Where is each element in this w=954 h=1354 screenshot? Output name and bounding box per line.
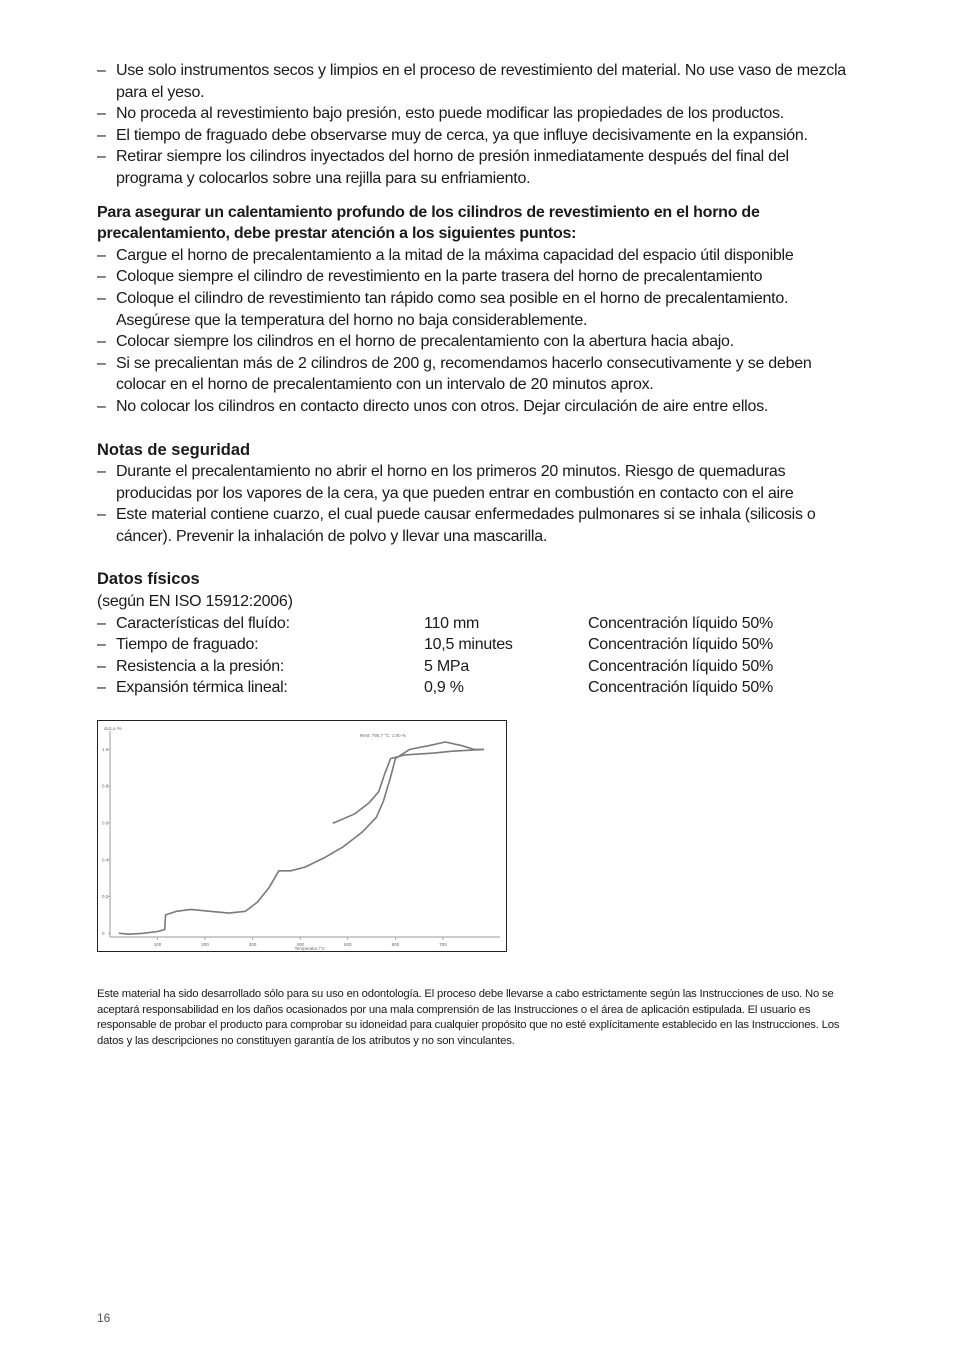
list-item: – Retirar siempre los cilindros inyectados del horno de presión inmediatamente después del final del programa y colocarlos sobre una rejilla para su enfriamiento.: [97, 148, 789, 187]
physical-table: [97, 613, 857, 699]
property-condition: Concentración líquido 50%: [588, 614, 773, 632]
dash-marker: –: [97, 657, 106, 675]
page-number: 16: [97, 1311, 111, 1325]
property-label: Tiempo de fraguado:: [116, 636, 259, 654]
x-tick-label: 400: [296, 942, 305, 947]
property-label: Expansión térmica lineal:: [116, 679, 288, 697]
x-tick-label: 200: [201, 942, 209, 947]
physical-standard: (según EN ISO 15912:2006): [97, 593, 293, 611]
dash-marker: –: [97, 105, 106, 123]
page-body: [97, 60, 857, 699]
property-value: 10,5 minutes: [424, 636, 513, 654]
property-condition: Concentración líquido 50%: [588, 657, 773, 675]
property-condition: Concentración líquido 50%: [588, 679, 773, 697]
chart-svg: [98, 721, 506, 951]
y-tick-label: 0.8: [102, 783, 109, 789]
list-item: – Si se precalientan más de 2 cilindros de 200 g, recomendamos hacerlo consecutivamente y se deben colocar en el horno de precalentamiento con un intervalo de 20 minutos aprox.: [97, 354, 812, 394]
dash-marker: –: [97, 463, 106, 481]
dash-marker: –: [97, 333, 106, 351]
safety-heading: Notas de seguridad: [97, 440, 251, 459]
table-row: [97, 677, 857, 699]
list-item: – Durante el precalentamiento no abrir el horno en los primeros 20 minutos. Riesgo de quemaduras producidas por los vapores de la cera, ya que pueden entrar en combustión en contacto con el aire: [97, 463, 794, 502]
list-item: – Coloque siempre el cilindro de revestimiento en la parte trasera del horno de precalentamiento: [97, 266, 857, 288]
list-item: – Coloque el cilindro de revestimiento tan rápido como sea posible en el horno de precalentamiento. Asegúrese que la temperatura del horno no baja considerablemente.: [97, 289, 789, 329]
dash-marker: –: [97, 506, 106, 524]
table-row: [97, 634, 857, 656]
y-tick-label: 0.2: [102, 894, 109, 900]
dash-marker: –: [97, 397, 106, 415]
property-label: Resistencia a la presión:: [116, 657, 285, 675]
table-row: [97, 656, 857, 678]
property-value: 5 MPa: [424, 657, 469, 675]
dash-marker: –: [97, 246, 106, 264]
preheat-intro: Para asegurar un calentamiento profundo de los cilindros de revestimiento en el horno de precalentamiento, debe prestar atención a los siguientes puntos:: [97, 203, 760, 243]
list-item: – El tiempo de fraguado debe observarse muy de cerca, ya que influye decisivamente en la expansión.: [97, 125, 857, 147]
dash-marker: –: [97, 148, 106, 166]
y-tick-label: 0.4: [102, 857, 109, 863]
x-tick-label: 600: [391, 942, 400, 947]
x-tick-label: 300: [248, 942, 257, 947]
dash-marker: –: [97, 268, 106, 286]
chart-annotation: Rest: 790,7 °C, 1,00 %: [360, 733, 406, 738]
dash-marker: –: [97, 62, 106, 79]
x-tick-label: 700: [439, 942, 447, 947]
dash-marker: –: [97, 126, 106, 144]
expansion-chart: [97, 720, 507, 952]
property-condition: Concentración líquido 50%: [588, 636, 773, 654]
y-tick-label: 1.0: [102, 746, 109, 752]
list-item: – No proceda al revestimiento bajo presión, esto puede modificar las propiedades de los productos.: [97, 103, 857, 125]
list-item: – No colocar los cilindros en contacto directo unos con otros. Dejar circulación de aire entre ellos.: [97, 396, 857, 418]
list-item: – Use solo instrumentos secos y limpios en el proceso de revestimiento del material. No use vaso de mezcla para el yeso.: [97, 62, 846, 101]
list-item: – Este material contiene cuarzo, el cual puede causar enfermedades pulmonares si se inhala (silicosis o cáncer). Prevenir la inhalación de polvo y llevar una mascarilla.: [97, 506, 816, 545]
property-value: 0,9 %: [424, 679, 464, 697]
dash-marker: –: [97, 636, 106, 654]
disclaimer-text: Este material ha sido desarrollado sólo para su uso en odontología. El proceso debe llevarse a cabo estrictamente según las Instrucciones de uso. No se aceptará responsabilidad en los daños ocasionados por una mala comprensión de las Instrucciones o el área de aplicación estipulada. El usuario es responsable de probar el producto para comprobar su idoneidad para cualquier propósito que no esté explícitamente establecido en las Instrucciones. Los datos y las descripciones no constituyen garantía de los atributos y no son vinculantes.: [97, 988, 840, 1047]
x-axis-label: Temperatur /°C: [294, 946, 325, 951]
physical-heading: Datos físicos: [97, 570, 200, 589]
table-row: [97, 613, 857, 635]
list-item: – Cargue el horno de precalentamiento a la mitad de la máxima capacidad del espacio útil disponible: [97, 245, 857, 267]
y-tick-label: 0: [102, 930, 105, 936]
x-tick-label: 500: [344, 942, 352, 947]
preheat-list: [97, 245, 857, 418]
property-label: Características del fluído:: [116, 614, 290, 632]
intro-list: [97, 60, 857, 190]
series-line-2: [334, 749, 484, 823]
dash-marker: –: [97, 614, 106, 632]
y-axis-label: dL/Lo /%: [104, 726, 122, 731]
series-line-1: [120, 742, 484, 934]
dash-marker: –: [97, 289, 106, 307]
y-tick-label: 0.6: [102, 820, 109, 826]
dash-marker: –: [97, 354, 106, 372]
safety-list: [97, 461, 857, 547]
list-item: – Colocar siempre los cilindros en el horno de precalentamiento con la abertura hacia abajo.: [97, 331, 857, 353]
property-value: 110 mm: [424, 614, 480, 632]
x-tick-label: 100: [153, 942, 162, 947]
dash-marker: –: [97, 679, 106, 697]
